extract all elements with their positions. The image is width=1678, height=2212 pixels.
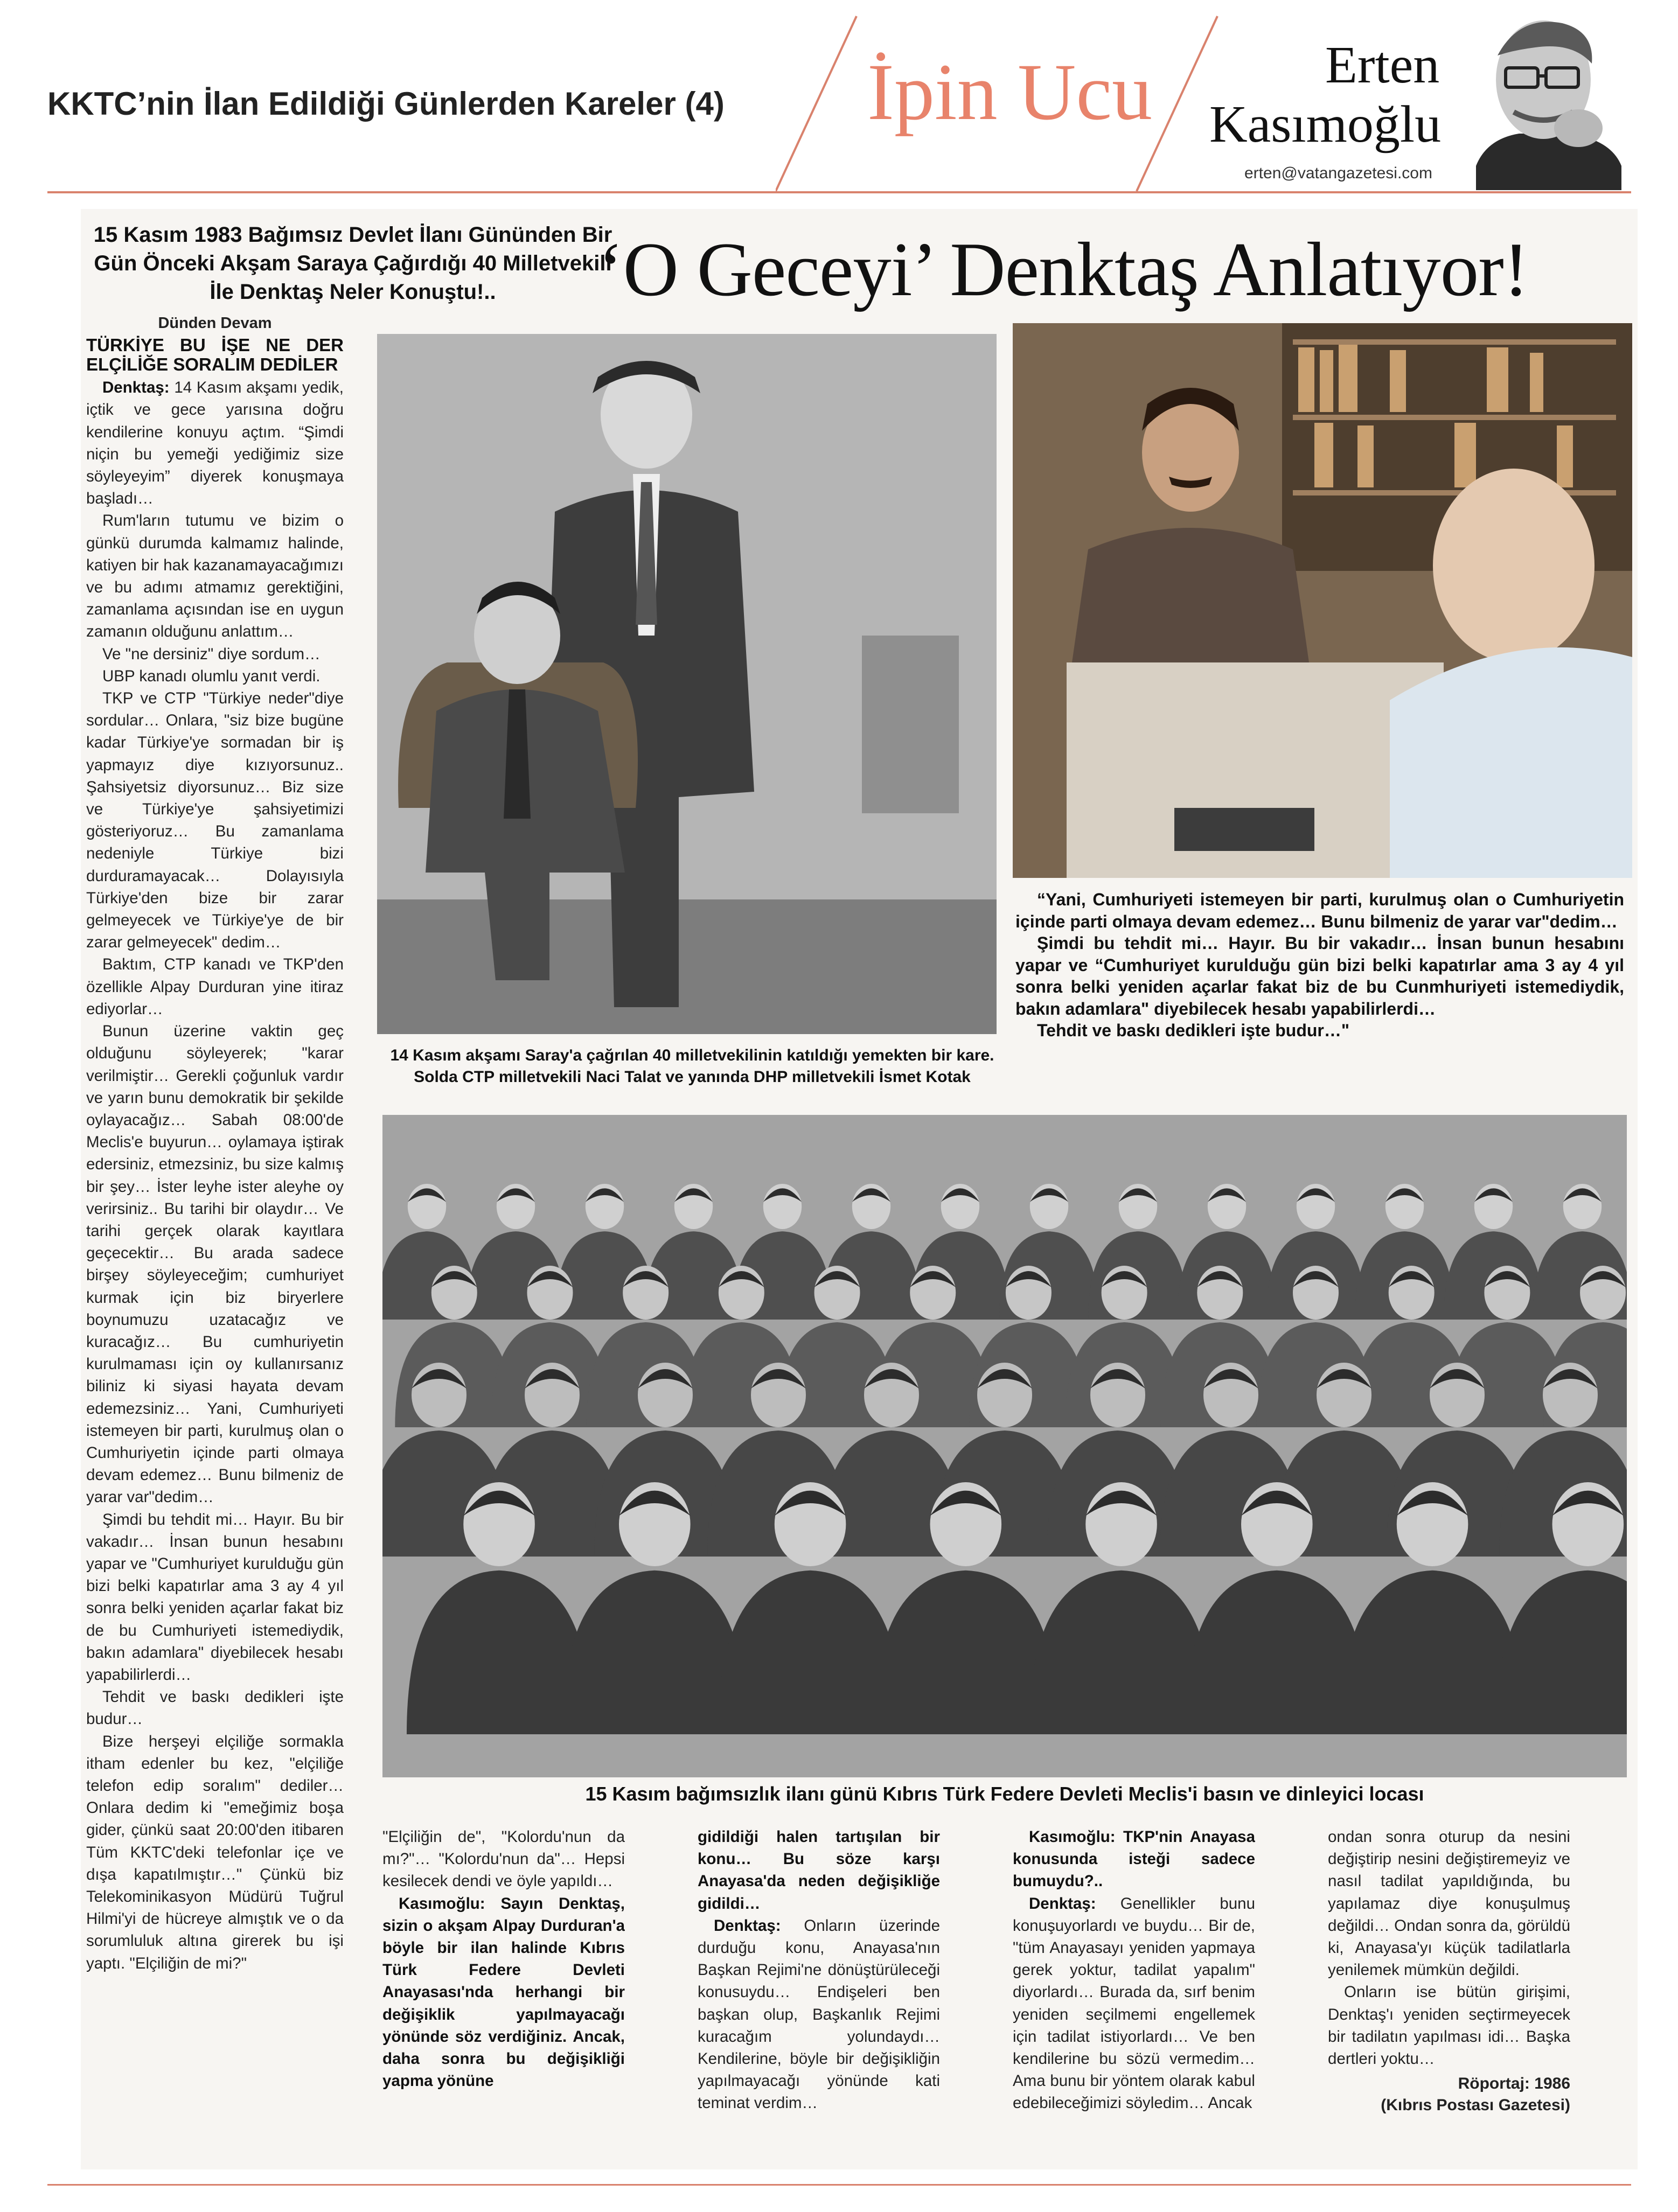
column-left-body [86,376,344,1974]
paragraph-text: TKP ve CTP "Türkiye neder"diye sordular… Onlara, "siz bize bugüne kadar Türkiye'ye sormadan bir iş yapmayız diye kızıyorsunuz.. Şahsiyetsiz diyorsunuz… Biz size ve Türkiye'ye şahsiyetimizi gösteriyoruz… Bu zamanlama nedeniyle Türkiye bizi durduramayacak… Dolayısıyla Türkiye'den bize bir zarar gelmeyecek ve Türkiye'ye de bir zarar gelmeyecek" dedim… [86,689,344,952]
series-title: KKTC’nin İlan Edildiği Günlerden Kareler (4) [47,86,725,122]
paragraph-text: Bize herşeyi elçiliğe sormakla itham edenler bu kez, "elçiliğe telefon edip soralım" dediler… Onlara dedim ki "emeğimiz boşa gider, çünkü saat 20:00'den itibaren Tüm KKTC'deki telefonlar içe ve dışa kapatılmıştır…" Çünkü biz Telekominikasyon Müdürü Tuğrul Hilmi'yi de hücreye almıştık ve o da sorumluluk altına girerek bu işi yaptı. "Elçiliğin de mi?" [86,1732,344,1972]
article-subhead: TÜRKİYE BU İŞE NE DER ELÇİLİĞE SORALIM DEDİLER [86,335,344,375]
paragraph-text: Rum'ların tutumu ve bizim o günkü durumda kalmamız halinde, katiyen bir hak kazanamayacağımızı ve bu adımı atmamız gerektiğini, zamanlama açısından ise en uygun zamanın olduğunu anlattım… [86,512,344,641]
article-paragraph [382,1893,625,2092]
paragraph-lead: Denktaş: [102,379,170,397]
pull-quote-paragraph: Tehdit ve baskı dedikleri işte budur…" [1037,1021,1350,1040]
article-kicker: Dünden Devam [158,315,272,332]
article-column-3 [698,1826,940,2165]
paragraph-text: Ve "ne dersiniz" diye sordum… [102,645,321,663]
article-paragraph [382,1826,625,1893]
author-last-name: Kasımoğlu [1209,95,1442,153]
article-paragraph [698,1915,940,2115]
paragraph-text: Bunun üzerine vaktin geç olduğunu söyleyerek; "karar verilmiştir… Gerekli çoğunluk vardır ve yarın bunu demokratik bir şekilde oylayacağız… Sabah 08:00'de Meclis'e buyurun… oylamaya iştirak edersiniz, etmezsiniz, bu size kalmış bir şey… İster leyhe ister aleyhe oy verirsiniz.. Bu tarihi bir olaydır… Ve tarihi gerçek olarak kayıtlara geçecektir… Bu arada sadece birşey söyleyeceğim; cumhuriyet kurmak için biz biryerlere boynumuzu uzatacağız ve kuracağız… Bu cumhuriyetin kurulmaması için oy kullanırsanız biliniz ki siyasi hayata devam edemezsiniz… Yani, Cumhuriyeti istemeyen bir parti, kurulmuş olan o Cumhuriyetin içinde parti olmaya devam edemez… Bunu bilmeniz de yarar var"dedim… [86,1022,344,1506]
article-paragraph [86,953,344,1020]
paragraph-lead: Kasımoğlu: Sayın Denktaş, sizin o akşam Alpay Durduran'a böyle bir ilan halinde Kıbrıs Türk Federe Devleti Anayasası'nda herhangi bir değişiklik yapılmayacağı yönünde söz verdiğiniz. Ancak, daha sonra bu değişikliği yapma yönüne [382,1894,625,2090]
article-column-2 [382,1826,625,2165]
author-first-name: Erten [1325,36,1440,94]
signoff-interview-year: Röportaj: 1986 [1458,2075,1570,2093]
paragraph-lead: Kasımoğlu: TKP'nin Anayasa konusunda isteği sadece bumuydu?.. [1013,1828,1255,1890]
article-paragraph [86,643,344,665]
paragraph-text: Baktım, CTP kanadı ve TKP'den özellikle Alpay Durduran yine itiraz ediyorlar… [86,955,344,1018]
column-5-body [1328,1826,1570,2070]
paragraph-lead: Denktaş: [714,1916,781,1935]
signoff-source: (Kıbrıs Postası Gazetesi) [1381,2096,1570,2115]
article-paragraph [86,1686,344,1730]
article-column-left [86,312,344,2165]
photo-interview-illustration [1013,323,1632,878]
article-deck: 15 Kasım 1983 Bağımsız Devlet İlanı Gününden Bir Gün Önceki Akşam Saraya Çağırdığı 40 Milletvekili İle Denktaş Neler Konuştu!.. [93,223,612,304]
article-signoff [1328,2073,1570,2116]
article-paragraph [86,1730,344,1974]
pull-quote [1015,889,1624,1042]
author-portrait [1454,4,1632,190]
paragraph-text: Şimdi bu tehdit mi… Hayır. Bu bir vakadır… İnsan bunun hesabını yapar ve "Cumhuriyet kurulduğu gün bizi belki kapatırlar ama 3 ay 4 yıl sonra belki yeniden açarlar fakat biz de bu Cumhuriyeti istemediydik, bakın adamlara" diyebilecek hesabı yapabilirlerdi… [86,1510,344,1684]
article-column-5 [1328,1826,1570,2165]
photo-caption-dinner: 14 Kasım akşamı Saray'a çağrılan 40 milletvekilinin katıldığı yemekten bir kare. Solda CTP milletvekili Naci Talat ve yanında DHP milletvekili İsmet Kotak [390,1046,994,1086]
article-paragraph [1013,1826,1255,1893]
article-paragraph [86,510,344,643]
paragraph-text: Onların üzerinde durduğu konu, Anayasa'nın Başkan Rejimi'ne dönüştürüleceği konusuydu… Endişeleri ben başkan olup, Başkanlık Rejimi kuracağım yolundaydı… Kendilerine, böyle bir değişikliğin yapılmayacağı yönünde kati teminat verdim… [698,1916,940,2112]
header-divider-left [776,16,857,191]
article-paragraph [1328,1826,1570,1981]
photo-dinner-illustration [377,334,997,1034]
paragraph-text: "Elçiliğin de", "Kolordu'nun da mı?"… "Kolordu'nun da"… Hepsi kesilecek dendi ve öyle yapıldı… [382,1828,625,1890]
photo-press-gallery [382,1115,1627,1777]
paragraph-text: 14 Kasım akşamı yedik, içtik ve gece yarısına doğru kendilerine konuyu açtım. “Şimdi niçin bu yemeği yediğimiz size söyleyeyim” diyerek konuşmaya başladı… [86,379,344,508]
column-name: İpin Ucu [867,47,1153,137]
photo-dinner-deputies [377,334,997,1034]
photo-interview [1013,323,1632,878]
article-paragraph [698,1826,940,1915]
photo-crowd-illustration [382,1115,1627,1777]
article-paragraph [1013,1893,1255,2115]
article-paragraph [86,665,344,687]
paragraph-text: Tehdit ve baskı dedikleri işte budur… [86,1688,344,1728]
paragraph-lead: gidildiği halen tartışılan bir konu… Bu söze karşı Anayasa'da neden değişikliğe gidildi… [698,1828,940,1913]
article-paragraph [86,376,344,510]
author-email[interactable]: erten@vatangazetesi.com [1244,164,1432,182]
pull-quote-paragraph: Şimdi bu tehdit mi… Hayır. Bu bir vakadır… İnsan bunun hesabını yapar ve “Cumhuriyet kurulduğu gün bizi belki kapatırlar ama 3 ay 4 yıl sonra belki yeniden açarlar fakat biz de bu Cunmhuriyeti istemediydik, bakın adamlara" diyebilecek hesabı yapabilirlerdi… [1015,933,1624,1018]
paragraph-text: Genellikler bunu konuşuyorlardı ve buydu… Bir de, "tüm Anayasayı yeniden yapmaya gerek yoktur, tadilat yapalım" diyorlardı… Burada da, sırf benim yeniden seçilmemi engellemek için tadilat istiyorlardı… Ve ben kendilerine bu sözü vermedim… Ama bunu bir yöntem olarak kabul edebileceğimizi söyledim… Ancak [1013,1894,1255,2112]
paragraph-text: UBP kanadı olumlu yanıt verdi. [102,667,321,685]
article-column-4 [1013,1826,1255,2165]
paragraph-text: ondan sonra oturup da nesini değiştirip nesini değiştiremeyiz ve nasıl tadilat yapıldığında, bu yapılamaz diye konuşulmuş değildi… Ondan sonra da, görüldü ki, Anayasa'yı küçük tadilatlarla yenilemek mümkün değildi. [1328,1828,1570,1979]
header-rule [47,191,1631,193]
article-paragraph [1328,1981,1570,2070]
article-paragraph [86,1020,344,1508]
article-paragraph [86,1509,344,1686]
article-paragraph [86,687,344,953]
photo-caption-gallery: 15 Kasım bağımsızlık ilanı günü Kıbrıs Türk Federe Devleti Meclis'i basın ve dinleyici locası [585,1783,1424,1805]
page-bottom-rule [47,2184,1631,2186]
pull-quote-paragraph: “Yani, Cumhuriyeti istemeyen bir parti, kurulmuş olan o Cumhuriyetin içinde parti olmaya devam edemez… Bunu bilmeniz de yarar var"dedim… [1015,890,1624,931]
paragraph-text: Onların ise bütün girişimi, Denktaş'ı yeniden seçtirmeyecek bir tadilatın yapılması idi… Başka dertleri yoktu… [1328,1983,1570,2068]
paragraph-lead: Denktaş: [1029,1894,1096,1913]
article-headline: ‘O Geceyi’ Denktaş Anlatıyor! [598,227,1529,312]
